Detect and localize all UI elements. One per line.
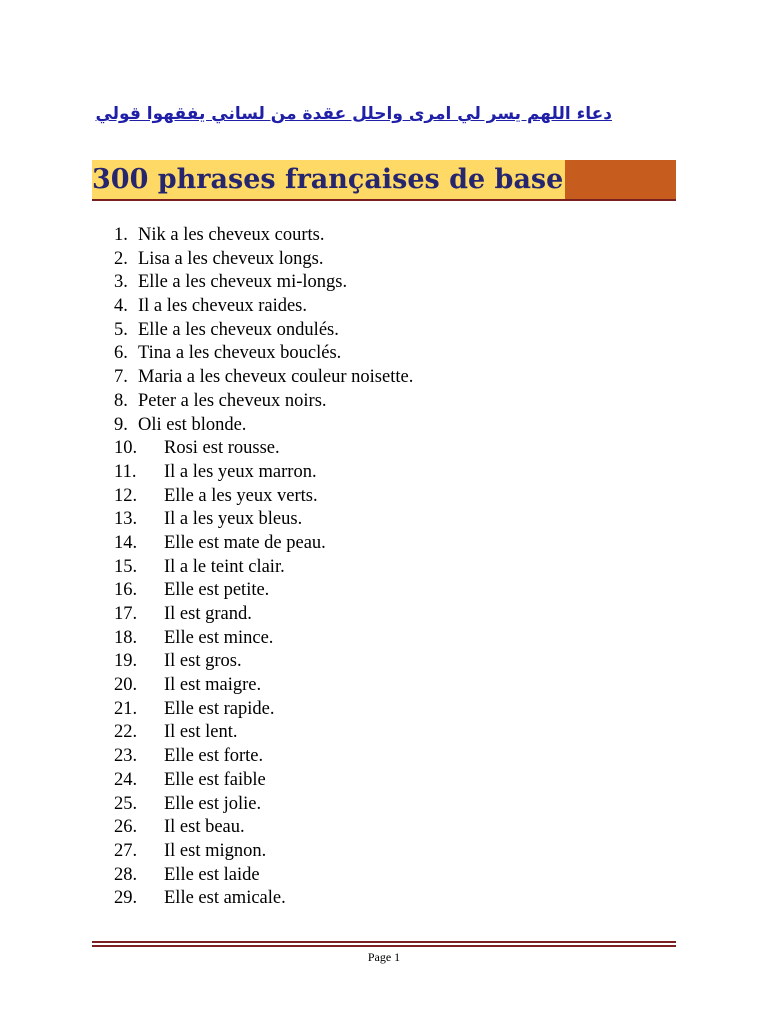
- phrase-number: 5.: [114, 319, 128, 340]
- phrase-item: [114, 840, 413, 864]
- phrase-item: [114, 674, 413, 698]
- phrase-number: 29.: [114, 888, 138, 909]
- phrase-item: [114, 248, 413, 272]
- phrase-number: 24.: [114, 769, 138, 790]
- phrase-number: 25.: [114, 793, 138, 814]
- phrase-text: Il a les yeux bleus.: [164, 509, 303, 530]
- phrase-list: [114, 224, 413, 911]
- phrase-item: [114, 627, 413, 651]
- phrase-text: Tina a les cheveux bouclés.: [138, 343, 342, 364]
- phrase-number: 4.: [114, 296, 128, 317]
- phrase-item: [114, 745, 413, 769]
- phrase-number: 11.: [114, 461, 137, 482]
- phrase-number: 2.: [114, 248, 128, 269]
- phrase-text: Elle a les cheveux mi-longs.: [138, 272, 348, 293]
- phrase-item: [114, 769, 413, 793]
- phrase-number: 12.: [114, 485, 138, 506]
- phrase-number: 21.: [114, 698, 138, 719]
- phrase-number: 3.: [114, 272, 128, 293]
- phrase-item: [114, 508, 413, 532]
- phrase-text: Elle est petite.: [164, 580, 270, 601]
- footer-divider: [92, 941, 676, 947]
- phrase-text: Rosi est rousse.: [164, 438, 280, 459]
- phrase-text: Elle a les cheveux ondulés.: [138, 319, 339, 340]
- phrase-number: 27.: [114, 840, 138, 861]
- phrase-text: Il est mignon.: [164, 840, 267, 861]
- phrase-item: [114, 485, 413, 509]
- phrase-text: Il a le teint clair.: [164, 556, 285, 577]
- phrase-item: [114, 319, 413, 343]
- phrase-number: 10.: [114, 438, 138, 459]
- phrase-item: [114, 556, 413, 580]
- phrase-text: Elle est mince.: [164, 627, 274, 648]
- phrase-text: Il est lent.: [164, 722, 238, 743]
- phrase-number: 17.: [114, 604, 138, 624]
- phrase-item: [114, 864, 413, 888]
- phrase-text: Il a les yeux marron.: [164, 461, 317, 482]
- phrase-text: Il est maigre.: [164, 675, 262, 696]
- phrase-number: 7.: [114, 367, 128, 388]
- phrase-number: 18.: [114, 627, 138, 648]
- phrase-item: [114, 342, 413, 366]
- phrase-item: [114, 721, 413, 745]
- phrase-number: 8.: [114, 390, 128, 411]
- phrase-item: [114, 295, 413, 319]
- phrase-number: 23.: [114, 746, 138, 767]
- phrase-text: Nik a les cheveux courts.: [138, 225, 325, 245]
- phrase-text: Il est gros.: [164, 651, 242, 672]
- phrase-number: 6.: [114, 343, 128, 364]
- phrase-number: 13.: [114, 509, 138, 530]
- phrase-number: 26.: [114, 817, 138, 838]
- phrase-number: 15.: [114, 556, 138, 577]
- phrase-item: [114, 793, 413, 817]
- title-banner: [92, 160, 676, 201]
- phrase-text: Il est beau.: [164, 817, 245, 838]
- phrase-item: [114, 603, 413, 627]
- phrase-number: 9.: [114, 414, 128, 435]
- phrase-number: 22.: [114, 722, 138, 743]
- phrase-text: Elle est amicale.: [164, 888, 286, 909]
- phrase-text: Il est grand.: [164, 604, 252, 624]
- phrase-text: Il a les cheveux raides.: [138, 296, 307, 317]
- phrase-text: Oli est blonde.: [138, 414, 247, 435]
- page-number: Page 1: [367, 950, 401, 964]
- phrase-item: [114, 390, 413, 414]
- phrase-item: [114, 579, 413, 603]
- phrase-text: Elle est jolie.: [164, 793, 262, 814]
- phrase-number: 20.: [114, 675, 138, 696]
- phrase-item: [114, 461, 413, 485]
- phrase-text: Elle a les yeux verts.: [164, 485, 318, 506]
- phrase-number: 1.: [114, 225, 128, 245]
- phrase-number: 19.: [114, 651, 138, 672]
- phrase-item: [114, 698, 413, 722]
- phrase-item: [114, 437, 413, 461]
- phrase-text: Maria a les cheveux couleur noisette.: [138, 367, 414, 388]
- document-title: 300 phrases françaises de base: [92, 160, 565, 199]
- phrase-item: [114, 816, 413, 840]
- phrase-text: Peter a les cheveux noirs.: [138, 390, 327, 411]
- phrase-item: [114, 224, 413, 248]
- phrase-number: 28.: [114, 864, 138, 885]
- phrase-item: [114, 887, 413, 911]
- phrase-text: Elle est laide: [164, 864, 260, 885]
- phrase-text: Elle est forte.: [164, 746, 264, 767]
- phrase-text: Elle est faible: [164, 769, 266, 790]
- phrase-number: 16.: [114, 580, 138, 601]
- phrase-item: [114, 414, 413, 438]
- phrase-item: [114, 532, 413, 556]
- phrase-text: Lisa a les cheveux longs.: [138, 248, 324, 269]
- arabic-prayer-heading: دعاء اللهم يسر لي امرى واحلل عقدة من لساني يفقهوا قولي: [95, 104, 612, 124]
- phrase-text: Elle est mate de peau.: [164, 532, 326, 553]
- phrase-number: 14.: [114, 532, 138, 553]
- phrase-item: [114, 271, 413, 295]
- phrase-text: Elle est rapide.: [164, 698, 275, 719]
- phrase-item: [114, 650, 413, 674]
- phrase-item: [114, 366, 413, 390]
